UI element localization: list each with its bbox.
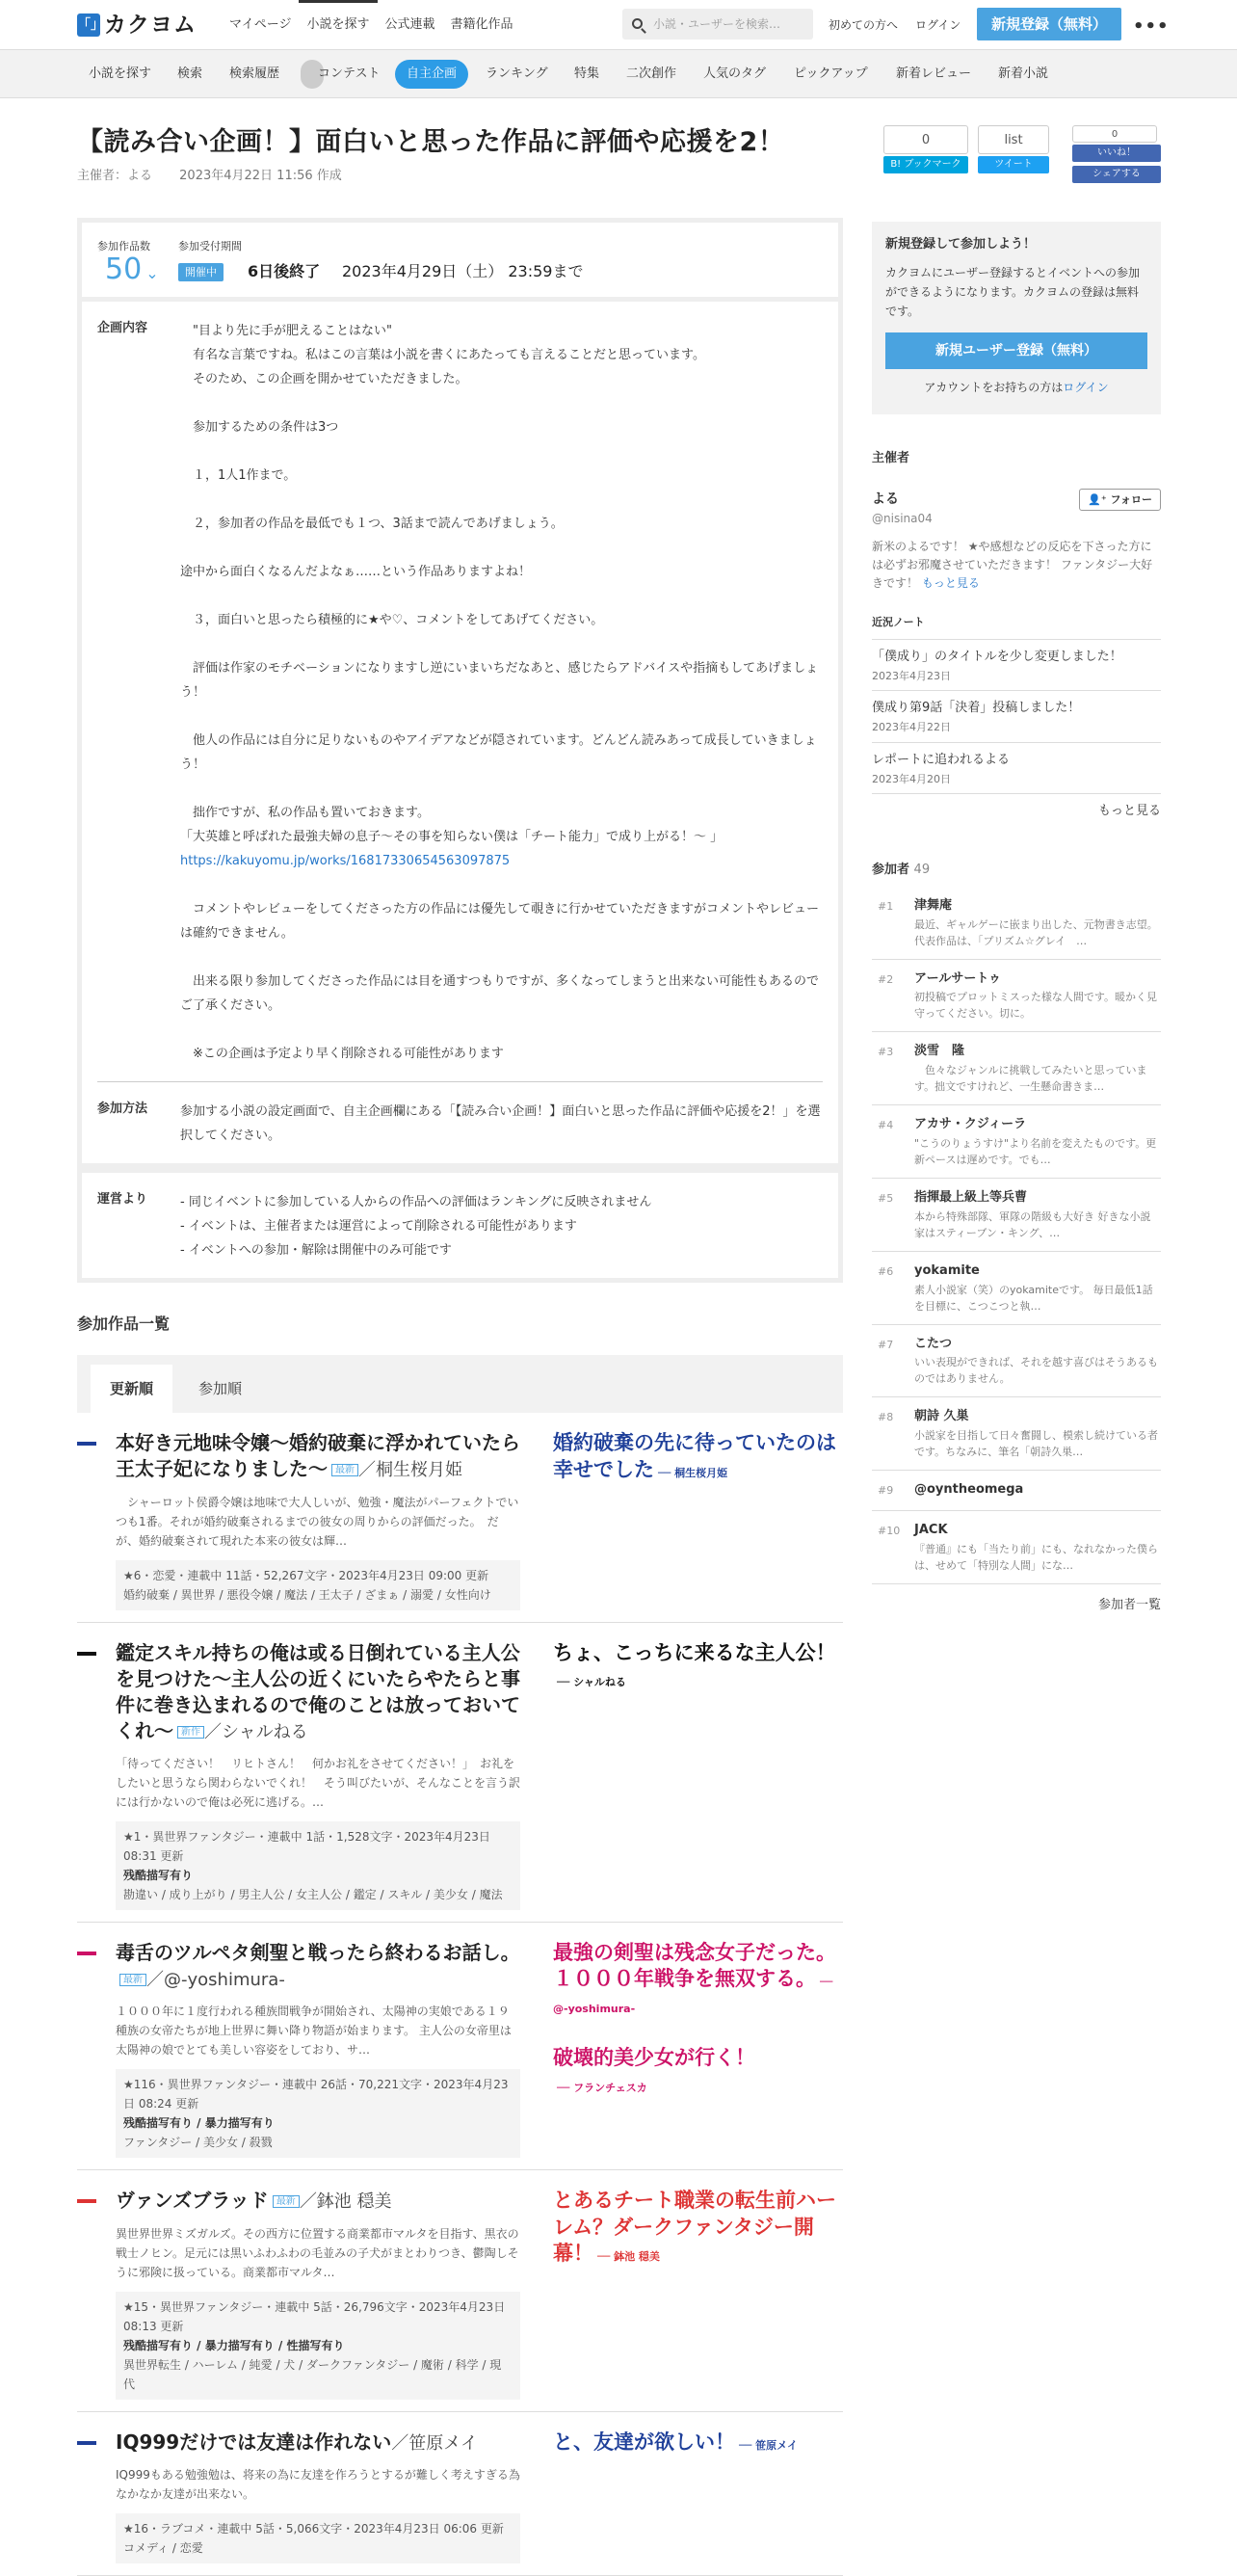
note-item[interactable] xyxy=(872,691,1161,742)
page-title: 【読み合い企画！】面白いと思った作品に評価や応援を2！ xyxy=(77,127,785,157)
member-name[interactable]: アカサ・クジィーラ xyxy=(914,1117,1027,1132)
organizer-desc xyxy=(872,538,1161,593)
rule-item: - イベントへの参加・解除は開催中のみ可能です xyxy=(180,1242,452,1258)
subnav-derivative[interactable]: 二次創作 xyxy=(626,66,677,81)
member-rank: #1 xyxy=(878,899,894,913)
search-input[interactable] xyxy=(622,9,813,40)
notes-more-link[interactable]: もっと見る xyxy=(1097,804,1161,819)
chevron-down-icon: ⌄ xyxy=(145,263,159,282)
content-label: 企画内容 xyxy=(97,320,148,335)
work-author[interactable]: ／シャルねる xyxy=(204,1721,308,1742)
catch-text: 婚約破棄の先に待っていたのは幸せでした xyxy=(553,1431,836,1481)
member-item[interactable] xyxy=(872,1471,1161,1511)
member-item[interactable] xyxy=(872,960,1161,1033)
work-ref: 「大英雄と呼ばれた最強夫婦の息子～その事を知らない僕は「チート能力」で成り上がる！～ 」 xyxy=(180,829,724,844)
person-add-icon: 👤⁺ xyxy=(1088,492,1107,506)
work-warnings: 残酷描写有り / 暴力描写有り xyxy=(123,2116,275,2131)
content-line: 途中から面白くなるんだよなぁ……という作品ありますよね！ xyxy=(180,564,532,579)
rules-list xyxy=(180,1190,823,1262)
organizer-section xyxy=(872,449,1161,822)
search-placeholder: 小説・ユーザーを検索… xyxy=(653,17,781,31)
member-name[interactable]: JACK xyxy=(914,1522,948,1537)
work-title-link[interactable]: 鑑定スキル持ちの俺は或る日倒れている主人公を見つけた〜主人公の近くにいたらやたらと事件に巻き込まれるので俺のことは放っておいてくれ〜 xyxy=(116,1640,520,1742)
member-name[interactable]: 朝詩 久巣 xyxy=(914,1409,969,1424)
note-item[interactable] xyxy=(872,743,1161,794)
work-stats: ★1・異世界ファンタジー・連載中 1話・1,528文字・2023年4月23日 08:31 更新 xyxy=(123,1830,490,1864)
logo[interactable] xyxy=(77,8,197,43)
rules-box xyxy=(77,1168,843,1283)
content-line: 他人の作品には自分に足りないものやアイデアなどが隠されています。どんどん読みあって成長していきましょう！ xyxy=(180,732,817,772)
work-title-link[interactable]: 本好き元地味令嬢〜婚約破棄に浮かれていたら王太子妃になりました〜 xyxy=(116,1431,520,1481)
work-color-bar xyxy=(77,1652,96,1656)
content-line xyxy=(180,704,823,729)
subnav-feature[interactable]: 特集 xyxy=(574,66,600,81)
member-item[interactable] xyxy=(872,1511,1161,1584)
organizer-desc-text: 新米のよるです！ ★や感想などの反応を下さった方には必ずお邪魔させていただきます！ ファンタジー大好きです！ xyxy=(872,540,1153,591)
members-heading-text: 参加者 xyxy=(872,862,910,877)
content-line: "目より先に手が肥えることはない" xyxy=(180,323,392,338)
note-date: 2023年4月23日 xyxy=(872,669,951,682)
work-catchphrase xyxy=(553,2188,842,2267)
count-label: 参加作品数 xyxy=(97,239,150,252)
main-content xyxy=(77,125,843,2576)
subnav-tags[interactable]: 人気のタグ xyxy=(703,66,767,81)
catch-author: ── フランチェスカ xyxy=(557,2081,647,2094)
member-rank: #9 xyxy=(878,1484,894,1498)
catch-text: 最強の剣聖は残念女子だった。１０００年戦争を無双する。 xyxy=(553,1941,836,1991)
work-catchphrase xyxy=(553,1430,842,1483)
member-name[interactable]: @oyntheomega xyxy=(914,1482,1024,1498)
work-title xyxy=(116,1430,520,1482)
content-line: 出来る限り参加してくださった作品には目を通すつもりですが、多くなってしまうと出来ない可能性もあるのでご了承ください。 xyxy=(180,973,820,1013)
work-author[interactable]: ／笹原メイ xyxy=(391,2432,478,2454)
member-rank: #6 xyxy=(878,1264,894,1278)
organizer-name-text[interactable]: よる xyxy=(872,491,899,507)
organizer: 主催者：よる xyxy=(77,169,153,184)
deadline: 2023年4月29日（土） 23:59まで xyxy=(342,261,584,280)
content-line: 参加するための条件は3つ xyxy=(180,419,339,435)
member-rank: #5 xyxy=(878,1191,894,1205)
catch-author: ── 鉢池 穏美 xyxy=(597,2249,660,2263)
content-line: 有名な言葉ですね。私はこの言葉は小説を書くにあたっても言えることだと思っています。 xyxy=(180,347,705,362)
member-item[interactable] xyxy=(872,1032,1161,1105)
member-rank: #8 xyxy=(878,1411,894,1424)
content-line: ３，面白いと思ったら積極的に★や♡、コメントをしてあげてください。 xyxy=(180,612,604,627)
work-tags[interactable]: 勘違い / 成り上がり / 男主人公 / 女主人公 / 鑑定 / スキル / 美少女 / 魔法 xyxy=(123,1888,503,1902)
member-rank: #4 xyxy=(878,1119,894,1132)
work-stats: ★16・ラブコメ・連載中 5話・5,066文字・2023年4月23日 06:06 更新 xyxy=(123,2521,504,2536)
work-desc: 異世界世界ミズガルズ。その西方に位置する商業都市マルタを目指す、黒衣の戦士ノヒン。足元には黒いふわふわの毛並みの子犬がまとわりつき、鬱陶しそうに邪険に扱っている。商業都市マルタ… xyxy=(116,2226,519,2279)
member-desc: 最近、ギャルゲーに嵌まり出した、元物書き志望。代表作品は、「プリズム☆グレイ … xyxy=(914,917,1158,947)
members-count: 49 xyxy=(913,862,931,877)
work-color-bar xyxy=(77,2441,96,2445)
member-rank: #7 xyxy=(878,1338,894,1351)
header-nav xyxy=(222,0,521,50)
content-body xyxy=(180,319,823,1066)
member-item[interactable] xyxy=(872,887,1161,960)
work-info xyxy=(116,1560,520,1610)
content-line xyxy=(180,632,823,656)
rule-item: - イベントは、主催者または運営によって削除される可能性があります xyxy=(180,1218,577,1234)
work-badge: 最新 xyxy=(273,2195,300,2208)
work-info xyxy=(116,2069,520,2158)
content-line xyxy=(180,1018,823,1042)
facebook-like-button[interactable]: いいね！ xyxy=(1072,145,1161,162)
work-desc: シャーロット侯爵令嬢は地味で大人しいが、勉強・魔法がパーフェクトでいつも1番。それが婚約破棄されるまでの彼女の周りからの評価だった。 だが、婚約破棄されて現れた本来の彼女は輝… xyxy=(116,1495,519,1548)
logo-text: カクヨム xyxy=(104,13,197,38)
follow-button[interactable] xyxy=(1079,489,1161,512)
bookmark-count: 0 xyxy=(883,125,968,154)
period-label: 参加受付期間 xyxy=(178,239,242,252)
member-desc: 初投稿でプロットミスった様な人間です。暖かく見守ってください。切に。 xyxy=(914,991,1158,1021)
member-name[interactable]: yokamite xyxy=(914,1262,980,1278)
work-item xyxy=(77,2412,843,2576)
register-text: カクヨムにユーザー登録するとイベントへの参加ができるようになります。カクヨムの登録は無料です。 xyxy=(885,265,1141,318)
sidebar-login-link[interactable]: ログイン xyxy=(1063,380,1109,394)
work-author[interactable]: ／鉢池 穏美 xyxy=(299,2191,392,2213)
tab-joined[interactable]: 参加順 xyxy=(198,1380,243,1398)
nav-search-novels[interactable]: 小説を探す xyxy=(299,0,377,50)
member-desc: 本から特殊部隊、軍隊の階級も大好き 好きな小説家はスティーブン・キング、… xyxy=(914,1209,1151,1239)
content-line: １，1人1作まで。 xyxy=(180,467,297,483)
work-item xyxy=(77,1623,843,1923)
work-main xyxy=(116,1640,520,1910)
subnav-find[interactable]: 小説を探す xyxy=(89,66,152,81)
more-menu-icon[interactable]: ••• xyxy=(1133,16,1170,37)
note-title[interactable]: レポートに追われるよる xyxy=(872,752,1011,767)
work-info xyxy=(116,2513,520,2563)
work-title xyxy=(116,1940,520,1992)
tab-updated[interactable]: 更新順 xyxy=(91,1365,172,1413)
logo-icon: 「」 xyxy=(77,13,100,37)
catch-text: と、友達が欲しい！ xyxy=(553,2430,735,2454)
work-warnings: 残酷描写有り xyxy=(123,1869,194,1883)
nav-official[interactable]: 公式連載 xyxy=(384,17,435,32)
work-title-link[interactable]: ヴァンズブラッド xyxy=(116,2189,269,2213)
notes-list xyxy=(872,640,1161,794)
work-main xyxy=(116,1940,520,2158)
member-desc: "こうのりょうすけ"より名前を変えたものです。更新ペースは遅めです。でも… xyxy=(914,1136,1157,1166)
notes-heading: 近況ノート xyxy=(872,614,1161,640)
rule-item: - 同じイベントに参加している人からの作品への評価はランキングに反映されません xyxy=(180,1194,652,1209)
member-item[interactable] xyxy=(872,1105,1161,1179)
list-button[interactable]: list xyxy=(978,125,1049,154)
member-item[interactable] xyxy=(872,1325,1161,1398)
work-tags[interactable]: ファンタジー / 美少女 / 殺戮 xyxy=(123,2136,273,2150)
subnav-search[interactable]: 検索 xyxy=(177,66,203,81)
work-title-link[interactable]: 毒舌のツルペタ剣聖と戦ったら終わるお話し。 xyxy=(116,1941,520,1965)
content-line: コメントやレビューをしてくださった方の作品には優先して覗きに行かせていただきますがコメントやレビューは確約できません。 xyxy=(180,901,820,941)
tweet-button[interactable]: ツイート xyxy=(978,156,1049,173)
content-line xyxy=(180,488,823,512)
member-item[interactable] xyxy=(872,1252,1161,1325)
member-desc: 『普通』にも「当たり前」にも、なれなかった僕らは、せめて「特別な人間」にな… xyxy=(914,1542,1158,1572)
content-line: ※この企画は予定より早く削除される可能性があります xyxy=(180,1046,504,1061)
content-line xyxy=(180,584,823,608)
work-tags[interactable]: 婚約破棄 / 異世界 / 悪役令嬢 / 魔法 / 王太子 / ざまぁ / 溺愛 / 女性向け xyxy=(123,1587,491,1602)
register-button[interactable]: 新規登録（無料） xyxy=(977,8,1121,40)
work-color-bar xyxy=(77,1952,96,1955)
work-badge: 新作 xyxy=(177,1726,204,1739)
work-stats: ★6・恋愛・連載中 11話・52,267文字・2023年4月23日 09:00 更新 xyxy=(123,1568,489,1582)
subnav-contest[interactable]: コンテスト xyxy=(318,66,381,81)
member-name[interactable]: 津舞庵 xyxy=(914,897,953,913)
member-name[interactable]: アールサートゥ xyxy=(914,970,1002,986)
organizer-name xyxy=(872,489,1161,510)
work-catchphrase xyxy=(553,1940,842,2098)
work-desc: １０００年に１度行われる種族間戦争が開始され、太陽神の実娘である１９種族の女帝たちが地上世界に舞い降り物語が始まります。 主人公の女帝里は太陽神の娘でとても美しい容姿をしており、サ… xyxy=(116,2005,512,2058)
organizer-heading: 主催者 xyxy=(872,450,910,465)
work-tags[interactable]: 異世界転生 / ハーレム / 純愛 / 犬 / ダークファンタジー / 魔術 / 科学 / 現代 xyxy=(123,2357,502,2391)
status-badge: 開催中 xyxy=(178,263,224,282)
subnav-reviews[interactable]: 新着レビュー xyxy=(896,66,972,81)
member-desc: いい表現ができれば、それを越す喜びはそうあるものではありません。 xyxy=(914,1356,1158,1386)
work-badge: 最新 xyxy=(119,1974,146,1986)
login-line xyxy=(885,379,1147,397)
note-date: 2023年4月22日 xyxy=(872,721,951,734)
event-detail-box xyxy=(77,218,843,1168)
remaining-days: 6日後終了 xyxy=(248,261,321,280)
work-main xyxy=(116,2430,520,2563)
member-rank: #3 xyxy=(878,1046,894,1059)
work-item xyxy=(77,2170,843,2411)
method-row xyxy=(82,1082,838,1163)
organizer-more-link[interactable]: もっと見る xyxy=(921,576,980,591)
site-header xyxy=(0,0,1237,50)
member-item[interactable] xyxy=(872,1397,1161,1471)
subnav-self-event[interactable]: 自主企画 xyxy=(395,60,468,89)
organizer-handle: @nisina04 xyxy=(872,512,933,526)
entry-count[interactable] xyxy=(105,252,159,286)
sidebar xyxy=(872,125,1161,1615)
work-desc: IQ999もある勉強勉は、将来の為に友達を作ろうとするが難しく考えすぎる為なかなか友達が出来ない。 xyxy=(116,2467,520,2501)
member-name[interactable]: 淡雪 隆 xyxy=(914,1044,965,1059)
hatena-bookmark-button[interactable]: B! ブックマーク xyxy=(883,156,968,173)
members-list xyxy=(872,887,1161,1584)
member-rank: #10 xyxy=(878,1524,901,1537)
work-item xyxy=(77,1413,843,1622)
subnav-ranking[interactable]: ランキング xyxy=(486,66,548,81)
catch-author: ── 笹原メイ xyxy=(739,2438,798,2452)
work-stats: ★15・異世界ファンタジー・連載中 5話・26,796文字・2023年4月23日 08:13 更新 xyxy=(123,2299,506,2333)
catch-author: ── 桐生桜月姫 xyxy=(658,1466,728,1479)
catch-text: とあるチート職業の転生前ハーレム？ダークファンタジー開幕！ xyxy=(553,2189,836,2265)
catch-author: ── @-yoshimura- xyxy=(553,1976,833,2015)
work-title xyxy=(116,2430,520,2456)
work-title xyxy=(116,2188,520,2214)
members-all-link[interactable]: 参加者一覧 xyxy=(1097,1597,1161,1612)
work-desc: 「待ってください！ リヒトさん！ 何かお礼をさせてください！」 お礼をしたいと思うなら関わらないでくれ！ そう叫びたいが、そんなことを言う訳には行かないので俺は必死に逃げる。… xyxy=(116,1757,521,1810)
work-link[interactable]: https://kakuyomu.jp/works/16817330654563097875 xyxy=(180,853,511,868)
subnav-pickup[interactable]: ピックアップ xyxy=(794,66,868,81)
note-item[interactable] xyxy=(872,640,1161,691)
method-label: 参加方法 xyxy=(97,1101,148,1116)
subnav-history[interactable]: 検索履歴 xyxy=(229,66,280,81)
register-box xyxy=(872,222,1161,414)
created-date: 2023年4月22日 11:56 作成 xyxy=(179,169,342,184)
content-line: そのため、この企画を開かせていただきました。 xyxy=(180,371,468,386)
member-name[interactable]: こたつ xyxy=(914,1336,953,1351)
content-line xyxy=(180,439,823,464)
sub-nav xyxy=(0,50,1237,98)
nav-books[interactable]: 書籍化作品 xyxy=(450,17,513,32)
member-desc: 素人小説家（笑）のyokamiteです。 毎日最低1話を目標に、こつこつと執… xyxy=(914,1283,1153,1313)
subnav-new[interactable]: 新着小説 xyxy=(998,66,1049,81)
content-line xyxy=(180,873,823,897)
work-author[interactable]: ／@-yoshimura- xyxy=(146,1970,285,1991)
content-row xyxy=(82,302,838,1081)
member-rank: #2 xyxy=(878,972,894,986)
content-line: ２，参加者の作品を最低でも１つ、3話まで読んであげましょう。 xyxy=(180,516,564,531)
work-warnings: 残酷描写有り / 暴力描写有り / 性描写有り xyxy=(123,2338,345,2352)
note-title[interactable]: 僕成り第9話「決着」投稿しました！ xyxy=(872,701,1081,716)
catch-text: 破壊的美少女が行く！ xyxy=(553,2046,755,2070)
have-account-text: アカウントをお持ちの方は xyxy=(924,380,1064,394)
content-line xyxy=(180,536,823,560)
event-summary xyxy=(82,223,838,302)
works-tabs xyxy=(77,1355,843,1413)
content-line xyxy=(180,945,823,969)
event-meta xyxy=(77,167,843,187)
works-title: 参加作品一覧 xyxy=(77,1314,171,1333)
facebook-share-button[interactable]: シェアする xyxy=(1072,166,1161,183)
work-catchphrase xyxy=(553,2430,842,2456)
rules-row xyxy=(82,1168,838,1278)
nav-mypage[interactable]: マイページ xyxy=(229,17,292,32)
work-color-bar xyxy=(77,1442,96,1446)
content-line: 評価は作家のモチベーションになりますし逆にいまいちだなあと、感じたらアドバイスや指摘もしてあげましょう！ xyxy=(180,660,819,700)
like-count: 0 xyxy=(1072,125,1157,143)
catch-author: ── シャルねる xyxy=(557,1676,626,1689)
work-title xyxy=(116,1640,520,1744)
share-buttons xyxy=(872,125,1161,193)
rules-label: 運営より xyxy=(97,1191,148,1207)
work-catchphrase xyxy=(553,1640,842,1693)
work-info xyxy=(116,2292,520,2400)
works-list xyxy=(77,1413,843,2575)
work-item xyxy=(77,1923,843,2170)
content-line xyxy=(180,391,823,415)
work-stats: ★116・異世界ファンタジー・連載中 26話・70,221文字・2023年4月23日 08:24 更新 xyxy=(123,2078,509,2111)
member-item[interactable] xyxy=(872,1179,1161,1252)
work-main xyxy=(116,2188,520,2399)
work-author[interactable]: ／桐生桜月姫 xyxy=(358,1460,462,1481)
work-badge: 最新 xyxy=(331,1464,358,1476)
member-desc: 小説家を目指して日々奮闘し、模索し続けている者です。ちなみに、筆名「朝詩久巣… xyxy=(914,1429,1158,1459)
method-text: 参加する小説の設定画面で、自主企画欄にある「【読み合い企画！】面白いと思った作品に評価や応援を2！」を選択してください。 xyxy=(180,1103,821,1143)
beginner-link[interactable]: 初めての方へ xyxy=(829,18,899,32)
work-title-link[interactable]: IQ999だけでは友達は作れない xyxy=(116,2430,392,2454)
member-name[interactable]: 指揮最上級上等兵曹 xyxy=(914,1189,1028,1205)
follow-label: フォロー xyxy=(1110,492,1152,506)
search-icon xyxy=(632,18,643,29)
work-info xyxy=(116,1821,520,1910)
new-user-button[interactable]: 新規ユーザー登録（無料） xyxy=(885,332,1147,369)
register-title: 新規登録して参加しよう！ xyxy=(885,237,1037,252)
note-title[interactable]: 「僕成り」のタイトルを少し変更しました！ xyxy=(872,649,1122,664)
work-tags[interactable]: コメディ / 恋愛 xyxy=(123,2540,203,2555)
work-color-bar xyxy=(77,2199,96,2203)
content-line: 拙作ですが、私の作品も置いておきます。 xyxy=(180,805,430,820)
members-heading xyxy=(872,861,1161,887)
member-desc: 色々なジャンルに挑戦してみたいと思っています。拙文ですけれど、一生懸命書きま… xyxy=(914,1064,1147,1094)
entry-count-value: 50 xyxy=(105,252,143,286)
content-line xyxy=(180,777,823,801)
catch-text: ちょ、こっちに来るな主人公！ xyxy=(553,1640,836,1664)
note-date: 2023年4月20日 xyxy=(872,772,951,785)
login-link[interactable]: ログイン xyxy=(915,18,961,32)
work-main xyxy=(116,1430,520,1609)
